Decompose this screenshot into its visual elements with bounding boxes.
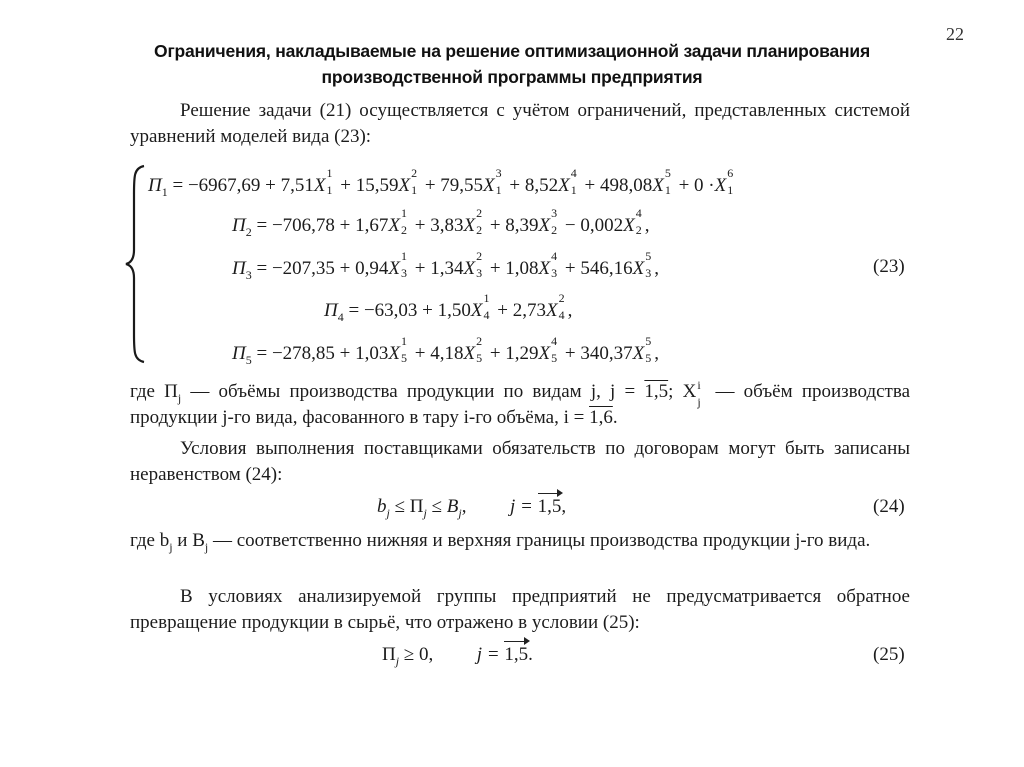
text: — соответственно нижняя и верхняя границы производства продукции j-го вида.	[208, 530, 871, 551]
term-var: X	[632, 343, 645, 364]
term-coef: 1,50	[437, 300, 471, 321]
term-coef: 1,34	[430, 258, 464, 279]
subscript: 5	[401, 351, 407, 365]
term-var: X	[313, 175, 326, 196]
equation-label-23: (23)	[873, 256, 905, 277]
index: j =	[510, 496, 533, 517]
paragraph-25: В условиях анализируемой группы предприятий не предусматривается обратное превращение продукции в сырьё, что отражено в условии (25):	[130, 586, 910, 633]
page-number: 22	[946, 24, 964, 44]
superscript: 5	[645, 249, 652, 263]
subscript: j	[177, 390, 182, 405]
term-sign: +	[584, 175, 596, 196]
range-j: 1,5	[644, 381, 669, 402]
superscript: 2	[411, 166, 418, 180]
term-index	[570, 166, 580, 197]
paragraph-24: Условия выполнения поставщиками обязательств по договорам могут быть записаны неравенством (24):	[130, 438, 910, 485]
left-brace-icon	[124, 164, 148, 364]
term-var: X	[623, 215, 635, 236]
subscript: 3	[401, 266, 407, 280]
term-sign: +	[678, 175, 690, 196]
term-index	[550, 334, 560, 365]
term-sign: +	[509, 175, 521, 196]
inequality-24	[377, 496, 566, 518]
superscript: 1	[401, 334, 407, 348]
text: ; X	[668, 381, 697, 402]
term-var: X	[483, 175, 495, 196]
text: — объём производства продукции j-го вида, фасованного в тару i-го объёма, i =	[130, 381, 911, 428]
term-index	[550, 206, 560, 237]
term-coef: 0,002	[580, 215, 624, 236]
superscript: 1	[401, 249, 407, 263]
term-sign: +	[339, 343, 351, 364]
term-index	[495, 166, 505, 197]
lhs-subscript: 3	[245, 267, 252, 282]
term-coef: 0 ·	[694, 175, 715, 196]
superscript: 5	[664, 166, 671, 180]
lhs-subscript: 1	[161, 184, 168, 199]
term-sign: +	[564, 343, 576, 364]
term-var: X	[558, 175, 570, 196]
title-line-2: производственной программы предприятия	[321, 67, 703, 87]
subscript: 5	[551, 351, 558, 365]
term-index	[635, 206, 645, 237]
subscript: 2	[476, 223, 483, 237]
term-var: X	[463, 258, 476, 279]
term-coef: 3,83	[430, 215, 464, 236]
text: и B	[172, 530, 205, 551]
pi: П	[382, 644, 396, 665]
subscript: j	[395, 653, 400, 668]
term-var: X	[545, 300, 558, 321]
constant: −63,03	[363, 300, 418, 321]
term-coef: 340,37	[580, 343, 633, 364]
range-vector: 1,5	[537, 496, 562, 517]
term-sign: +	[414, 343, 426, 364]
where-paragraph-1	[130, 378, 910, 431]
inequality-25	[382, 644, 533, 666]
text: — объёмы производства продукции по видам j, j =	[181, 381, 645, 402]
superscript: 3	[495, 166, 502, 180]
superscript: 1	[401, 206, 407, 220]
term-var: X	[538, 343, 551, 364]
B: B	[446, 496, 459, 517]
term-coef: 1,03	[355, 343, 389, 364]
superscript: 3	[551, 206, 558, 220]
subscript: 1	[727, 183, 734, 197]
operator: ≥	[403, 644, 415, 665]
subscript: j	[386, 505, 390, 520]
equation-p5: $П_5 = -278,85 + 1,03X$ 1 5 + 4,18X 2 5 + 1,29X 4 5 + 340,37X 5 5 ,	[232, 334, 659, 367]
subscript: 1	[411, 183, 418, 197]
subscript: 2	[401, 223, 407, 237]
term-coef: 546,16	[580, 258, 633, 279]
superscript: 4	[635, 206, 642, 220]
term-index	[550, 249, 560, 280]
text: где b	[130, 530, 170, 551]
term-sign: +	[339, 258, 351, 279]
constant: −207,35	[271, 258, 335, 279]
subscript: j	[423, 505, 427, 520]
trailing: ,	[654, 343, 659, 364]
subscript: 1	[495, 183, 502, 197]
superscript: 6	[727, 166, 734, 180]
subscript: 3	[476, 266, 483, 280]
constant: −706,78	[271, 215, 335, 236]
zero: 0	[419, 644, 429, 665]
term-sign: −	[564, 215, 576, 236]
index: j =	[476, 644, 500, 665]
subscript: 5	[645, 351, 652, 365]
term-index	[664, 166, 674, 197]
trailing: ,	[644, 215, 650, 236]
term-index	[483, 291, 493, 322]
term-var: X	[714, 175, 727, 196]
term-index	[558, 291, 568, 322]
subscript: 1	[326, 183, 333, 197]
separator: ,	[461, 496, 467, 517]
constant: −6967,69	[187, 175, 261, 196]
superscript: 4	[551, 249, 558, 263]
lhs: П	[232, 258, 246, 279]
subscript: j	[204, 539, 209, 554]
range-i: 1,6	[589, 407, 613, 428]
lhs-subscript: 4	[337, 309, 344, 324]
operator: ≤	[431, 496, 443, 517]
term-index	[400, 249, 410, 280]
intro-paragraph: Решение задачи (21) осуществляется с учётом ограничений, представленных системой уравнений моделей вида (23):	[130, 100, 910, 147]
equation-p2: $П_2 = -706,78 + 1,67X$ 1 2 + 3,83X 2 2 + 8,39X 3 2 − 0,002X 4 2 ,	[232, 206, 650, 239]
term-sign: +	[339, 215, 351, 236]
subscript: 1	[570, 183, 577, 197]
term-coef: 1,67	[355, 215, 389, 236]
term-sign: +	[414, 258, 426, 279]
subscript: 5	[476, 351, 483, 365]
subscript: j	[697, 395, 701, 409]
subscript: j	[458, 505, 462, 520]
term-coef: 1,29	[505, 343, 539, 364]
term-coef: 7,51	[280, 175, 314, 196]
title-line-1: Ограничения, накладываемые на решение оптимизационной задачи планирования	[154, 41, 870, 61]
term-var: X	[388, 343, 400, 364]
term-sign: +	[564, 258, 576, 279]
trailing: ,	[654, 258, 659, 279]
term-coef: 1,08	[505, 258, 539, 279]
term-index	[644, 334, 654, 365]
x-index	[696, 378, 706, 409]
operator: ≤	[394, 496, 406, 517]
lhs: П	[232, 215, 246, 236]
term-index	[326, 166, 336, 197]
subscript: 3	[645, 266, 652, 280]
separator: ,	[561, 496, 567, 517]
term-index	[475, 249, 485, 280]
lhs: П	[148, 175, 162, 196]
term-var: X	[632, 258, 645, 279]
subscript: j	[169, 539, 173, 554]
equation-label-25: (25)	[873, 644, 905, 665]
term-index	[475, 334, 485, 365]
term-index	[726, 166, 736, 197]
superscript: 1	[483, 291, 490, 305]
where-paragraph-2	[130, 528, 910, 554]
pi: П	[409, 496, 424, 517]
lhs-subscript: 5	[245, 352, 252, 367]
term-sign: +	[489, 343, 501, 364]
constant: −278,85	[271, 343, 335, 364]
term-index	[400, 334, 410, 365]
term-var: X	[388, 258, 400, 279]
lhs: П	[324, 300, 338, 321]
term-var: X	[470, 300, 483, 321]
term-var: X	[463, 215, 476, 236]
superscript: 1	[326, 166, 333, 180]
term-var: X	[538, 215, 551, 236]
trailing: ,	[567, 300, 573, 321]
superscript: 2	[476, 206, 483, 220]
term-sign: +	[422, 300, 433, 321]
superscript: 4	[570, 166, 577, 180]
term-coef: 4,18	[430, 343, 464, 364]
term-index	[644, 249, 654, 280]
term-var: X	[463, 343, 476, 364]
term-var: X	[652, 175, 664, 196]
superscript: i	[697, 378, 701, 392]
equation-p1: $П_1 = -6967,69 + 7,51X$ 1 1 + 15,59X 2 1 + 79,55X 3 1 + 8,52X 4 1 + 498,08X 5 1 + 0 ·X 6 1	[148, 172, 736, 197]
term-sign: +	[414, 215, 426, 236]
subscript: 1	[664, 183, 671, 197]
superscript: 2	[558, 291, 565, 305]
separator: ,	[428, 644, 434, 665]
term-coef: 498,08	[599, 175, 653, 196]
b: b	[377, 496, 387, 517]
lhs: П	[232, 343, 246, 364]
equation-label-24: (24)	[873, 496, 905, 517]
subscript: 3	[551, 266, 558, 280]
subscript: 4	[558, 308, 565, 322]
equation-p3: $П_3 = -207,35 + 0,94X$ 1 3 + 1,34X 2 3 + 1,08X 4 3 + 546,16X 5 3 ,	[232, 249, 659, 282]
term-coef: 79,55	[440, 175, 484, 196]
range-vector: 1,5	[504, 644, 529, 665]
term-sign: +	[265, 175, 276, 196]
subscript: 2	[635, 223, 642, 237]
subscript: 2	[551, 223, 558, 237]
superscript: 2	[476, 334, 483, 348]
term-sign: +	[424, 175, 436, 196]
superscript: 5	[645, 334, 652, 348]
term-sign: +	[489, 258, 501, 279]
term-sign: +	[497, 300, 508, 321]
term-coef: 0,94	[355, 258, 389, 279]
term-index	[475, 206, 485, 237]
text: .	[612, 407, 618, 428]
term-index	[410, 166, 420, 197]
term-coef: 8,52	[524, 175, 559, 196]
term-coef: 8,39	[505, 215, 539, 236]
superscript: 2	[476, 249, 483, 263]
term-coef: 2,73	[512, 300, 546, 321]
term-var: X	[538, 258, 551, 279]
slide-title	[40, 38, 984, 90]
term-var: X	[398, 175, 411, 196]
term-index	[400, 206, 410, 237]
separator: .	[528, 644, 533, 665]
term-var: X	[388, 215, 400, 236]
subscript: 4	[483, 308, 490, 322]
lhs-subscript: 2	[245, 224, 252, 239]
text: где П	[130, 381, 178, 402]
term-coef: 15,59	[355, 175, 399, 196]
term-sign: +	[340, 175, 351, 196]
term-sign: +	[489, 215, 501, 236]
superscript: 4	[551, 334, 558, 348]
equation-p4: $П_4 = -63,03 + 1,50X$ 1 4 + 2,73X 2 4 ,	[324, 291, 573, 324]
